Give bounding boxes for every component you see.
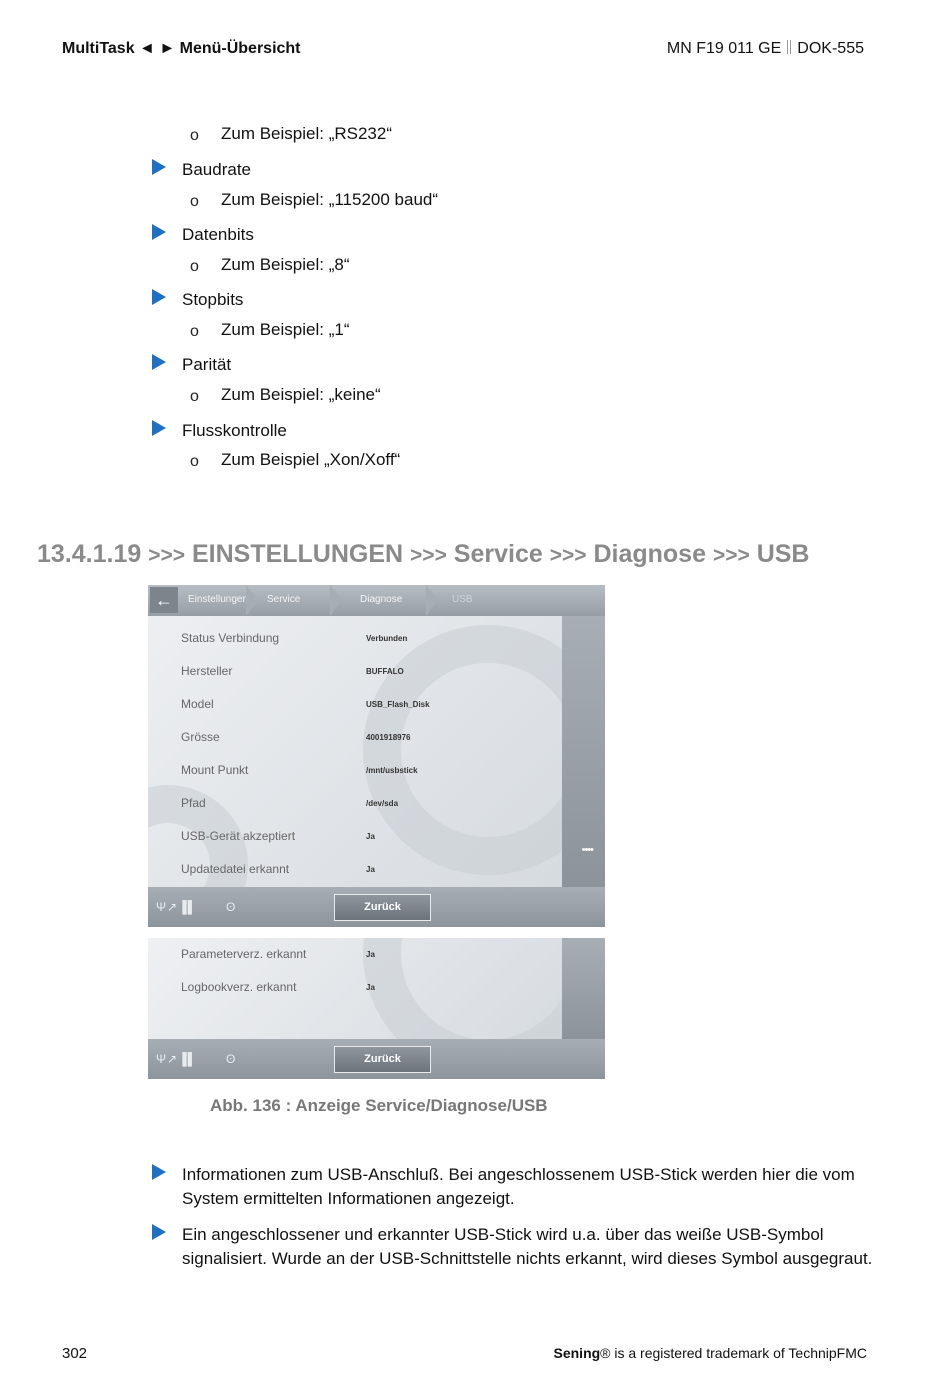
- section-path-service: Service: [453, 540, 543, 568]
- row-label: Mount Punkt: [181, 763, 249, 777]
- breadcrumb-divider: [246, 585, 258, 616]
- breadcrumb-service[interactable]: Service: [267, 594, 301, 605]
- breadcrumb-diagnose[interactable]: Diagnose: [360, 594, 403, 605]
- row-value: Ja: [366, 950, 375, 959]
- section-separator: >>>: [712, 544, 750, 567]
- brand-name: Sening: [553, 1345, 601, 1361]
- row-value: Ja: [366, 983, 375, 992]
- row-label: Grösse: [181, 730, 220, 744]
- doc-number: DOK-555: [797, 40, 864, 57]
- row-label: Updatedatei erkannt: [181, 862, 290, 876]
- row-value: Ja: [366, 832, 375, 841]
- bullet-triangle-icon: [152, 289, 166, 305]
- bluetooth-icon: ʘ: [226, 900, 236, 914]
- doc-code: MN F19 011 GE: [666, 40, 782, 57]
- list-item: Baudrate: [182, 160, 251, 179]
- page-number: 302: [62, 1345, 88, 1362]
- list-subitem: Zum Beispiel: „RS232“: [221, 124, 393, 143]
- sub-bullet-icon: o: [190, 193, 199, 210]
- list-subitem: Zum Beispiel: „115200 baud“: [221, 190, 439, 209]
- usb-status-icon: Ψ↗▐▌: [156, 900, 198, 914]
- header-doc-code: [667, 40, 864, 58]
- header-title: MultiTask ◄ ► Menü-Übersicht: [62, 40, 301, 57]
- list-subitem: Zum Beispiel: „1“: [221, 320, 350, 339]
- breadcrumb-divider: [426, 585, 438, 616]
- bullet-triangle-icon: [152, 354, 166, 370]
- paragraph: Ein angeschlossener und erkannter USB-Stick wird u.a. über das weiße USB-Symbol signalisiert. Wurde an der USB-Schnittstelle nichts erkannt, wird dieses Symbol ausgegraut.: [182, 1225, 873, 1268]
- section-number: 13.4.1.19: [37, 540, 142, 568]
- row-label: Parameterverz. erkannt: [181, 947, 307, 961]
- usb-diagnose-screenshot-scrolled: [148, 938, 605, 1079]
- list-item: Datenbits: [182, 225, 254, 244]
- sub-bullet-icon: o: [190, 453, 199, 470]
- header-divider: [787, 40, 791, 54]
- row-value: BUFFALO: [366, 667, 404, 676]
- breadcrumb-bar: [148, 585, 605, 616]
- bullet-triangle-icon: [152, 159, 166, 175]
- breadcrumb-einstellungen[interactable]: Einstellungen: [188, 594, 249, 605]
- row-value: Ja: [366, 865, 375, 874]
- bluetooth-icon: ʘ: [226, 1052, 236, 1066]
- row-value: USB_Flash_Disk: [366, 700, 430, 709]
- back-arrow-icon[interactable]: ←: [150, 587, 178, 613]
- scrollbar[interactable]: [562, 938, 605, 1039]
- row-label: Model: [181, 697, 214, 711]
- zurueck-button[interactable]: Zurück: [334, 1046, 431, 1073]
- section-heading: [37, 540, 810, 569]
- row-label: Status Verbindung: [181, 631, 280, 645]
- list-item: Stopbits: [182, 290, 244, 309]
- usb-diagnose-screenshot: [148, 585, 605, 927]
- section-path-einstellungen: EINSTELLUNGEN: [191, 540, 404, 568]
- sub-bullet-icon: o: [190, 388, 199, 405]
- trademark-text: ® is a registered trademark of TechnipFMC: [600, 1345, 867, 1361]
- section-path-usb: USB: [756, 540, 810, 568]
- row-value: Verbunden: [366, 634, 408, 643]
- row-label: Hersteller: [181, 664, 233, 678]
- row-label: Logbookverz. erkannt: [181, 980, 297, 994]
- paragraph: Informationen zum USB-Anschluß. Bei angeschlossenem USB-Stick werden hier die vom System ermittelten Informationen angezeigt.: [182, 1165, 855, 1208]
- row-value: /mnt/usbstick: [366, 766, 418, 775]
- row-value: 4001918976: [366, 733, 411, 742]
- section-separator: >>>: [148, 544, 186, 567]
- list-subitem: Zum Beispiel: „keine“: [221, 385, 381, 404]
- zurueck-button[interactable]: Zurück: [334, 894, 431, 921]
- row-value: /dev/sda: [366, 799, 399, 808]
- usb-status-icon: Ψ↗▐▌: [156, 1052, 198, 1066]
- bullet-triangle-icon: [152, 224, 166, 240]
- bullet-triangle-icon: [152, 1224, 166, 1240]
- breadcrumb-divider: [330, 585, 342, 616]
- bullet-triangle-icon: [152, 420, 166, 436]
- row-label: Pfad: [181, 796, 206, 810]
- screen-footer: [148, 887, 605, 927]
- section-separator: >>>: [549, 544, 587, 567]
- list-item: Parität: [182, 355, 232, 374]
- row-label: USB-Gerät akzeptiert: [181, 829, 296, 843]
- list-subitem: Zum Beispiel „Xon/Xoff“: [221, 450, 401, 469]
- section-path-diagnose: Diagnose: [593, 540, 706, 568]
- sub-bullet-icon: o: [190, 258, 199, 275]
- trademark-note: [554, 1345, 868, 1361]
- sub-bullet-icon: o: [190, 323, 199, 340]
- list-item: Flusskontrolle: [182, 421, 287, 440]
- list-subitem: Zum Beispiel: „8“: [221, 255, 350, 274]
- scrollbar[interactable]: [562, 616, 605, 887]
- breadcrumb-usb: USB: [452, 594, 473, 605]
- figure-caption: Abb. 136 : Anzeige Service/Diagnose/USB: [210, 1096, 548, 1115]
- bullet-triangle-icon: [152, 1164, 166, 1180]
- sub-bullet-icon: o: [190, 127, 199, 144]
- scroll-down-icon[interactable]: ••••: [581, 844, 593, 856]
- screen-footer: [148, 1039, 605, 1079]
- section-separator: >>>: [410, 544, 447, 567]
